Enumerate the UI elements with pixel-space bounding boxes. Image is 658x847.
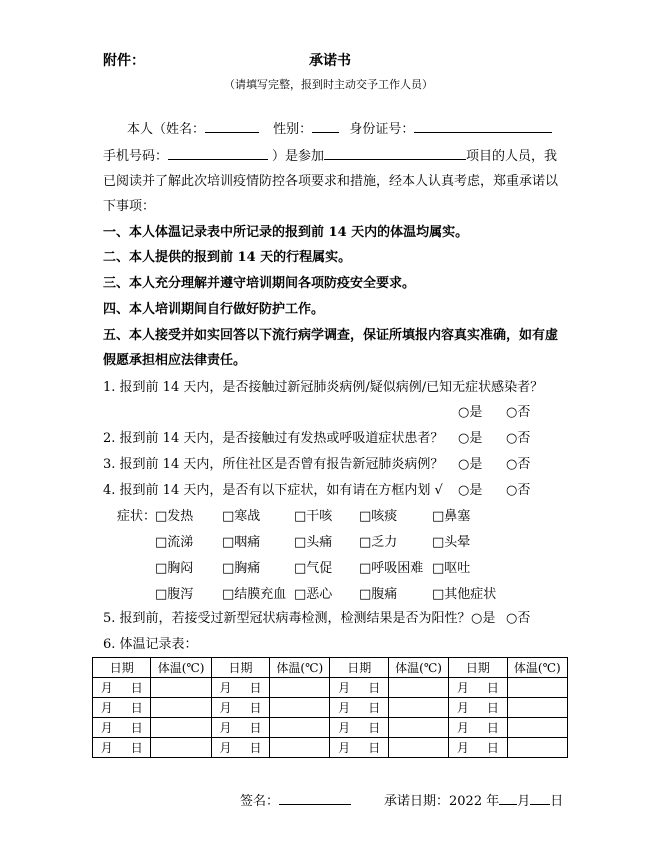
date-cell[interactable] — [449, 678, 507, 698]
radio-icon: ○ — [458, 457, 470, 472]
checkbox-icon: □ — [222, 535, 235, 550]
symptom-label: 乏力 — [371, 535, 398, 550]
checkbox-icon: □ — [294, 535, 307, 550]
date-cell[interactable] — [211, 718, 269, 738]
checkbox-icon: □ — [294, 509, 307, 524]
checkbox-icon: □ — [294, 587, 307, 602]
checkbox-icon: □ — [359, 561, 372, 576]
commitment-5: 五、本人接受并如实回答以下流行病学调查，保证所填报内容真实准确，如有虚 — [103, 328, 559, 343]
month-label: 月 — [100, 681, 113, 695]
question-1: 1. 报到前 14 天内，是否接触过新冠肺炎病例/疑似病例/已知无症状感染者？ — [103, 380, 544, 395]
month-label: 月 — [456, 681, 469, 695]
day-label: 日 — [130, 741, 143, 755]
month-label: 月 — [219, 681, 232, 695]
phone-field[interactable] — [168, 146, 268, 160]
symptoms-label: 症状： — [117, 509, 157, 524]
q5-yes-option[interactable]: ○是 — [471, 611, 496, 626]
q4-no-option[interactable]: ○否 — [506, 483, 531, 498]
symptom-checkbox[interactable] — [294, 583, 332, 602]
symptom-checkbox[interactable] — [294, 557, 332, 576]
date-cell[interactable] — [449, 698, 507, 718]
commitment-1: 一、本人体温记录表中所记录的报到前 14 天内的体温均属实。 — [103, 225, 469, 240]
question-4: 4. 报到前 14 天内，是否有以下症状，如有请在方框内划 √ — [103, 483, 443, 498]
month-label: 月 — [456, 721, 469, 735]
symptom-label: 胸痛 — [234, 561, 261, 576]
temperature-cell[interactable] — [507, 698, 567, 718]
month-label: 月 — [100, 721, 113, 735]
day-label: 日 — [486, 741, 499, 755]
checkbox-icon: □ — [359, 587, 372, 602]
date-cell[interactable] — [211, 698, 269, 718]
q2-yes-option[interactable]: ○是 — [458, 431, 483, 446]
signature-area — [240, 790, 351, 809]
name-field[interactable] — [205, 119, 259, 133]
symptom-checkbox[interactable] — [222, 583, 286, 602]
intro-line-1 — [127, 118, 552, 137]
month-label: 月 — [456, 741, 469, 755]
symptom-label: 气促 — [306, 561, 333, 576]
checkbox-icon: □ — [155, 535, 168, 550]
checkbox-icon: □ — [432, 535, 445, 550]
gender-label: 性别： — [273, 122, 313, 137]
radio-icon: ○ — [471, 611, 483, 626]
q3-no-option[interactable]: ○否 — [506, 457, 531, 472]
symptom-label: 结膜充血 — [234, 587, 287, 602]
symptom-checkbox[interactable] — [432, 531, 470, 550]
date-cell[interactable] — [449, 718, 507, 738]
date-cell[interactable] — [330, 738, 388, 758]
day-label: 日 — [368, 741, 381, 755]
day-label: 日 — [130, 721, 143, 735]
date-cell[interactable] — [330, 698, 388, 718]
symptom-label: 咳痰 — [371, 509, 398, 524]
gender-field[interactable] — [312, 119, 339, 133]
radio-icon: ○ — [458, 483, 470, 498]
date-cell[interactable] — [211, 738, 269, 758]
symptom-label: 发热 — [167, 509, 194, 524]
month-label: 月 — [100, 701, 113, 715]
symptom-checkbox[interactable] — [222, 531, 260, 550]
radio-icon: ○ — [458, 431, 470, 446]
date-cell[interactable] — [93, 678, 151, 698]
symptom-checkbox[interactable] — [155, 531, 193, 550]
date-cell[interactable] — [93, 698, 151, 718]
checkbox-icon: □ — [432, 509, 445, 524]
day-label: 日 — [130, 681, 143, 695]
table-row — [93, 678, 568, 698]
radio-icon: ○ — [506, 457, 518, 472]
day-label: 日 — [368, 721, 381, 735]
day-label: 日 — [249, 681, 262, 695]
temperature-cell[interactable] — [151, 698, 211, 718]
radio-icon: ○ — [506, 483, 518, 498]
checkbox-icon: □ — [155, 561, 168, 576]
symptom-label: 腹痛 — [371, 587, 398, 602]
date-cell[interactable] — [449, 738, 507, 758]
symptom-label: 流涕 — [167, 535, 194, 550]
month-label: 月 — [338, 701, 351, 715]
commitment-5-cont: 假愿承担相应法律责任。 — [103, 353, 247, 368]
symptom-checkbox[interactable] — [155, 505, 193, 524]
temperature-cell[interactable] — [507, 738, 567, 758]
checkbox-icon: □ — [155, 587, 168, 602]
temperature-header: 体温(℃) — [388, 658, 448, 678]
date-cell[interactable] — [93, 738, 151, 758]
symptom-label: 鼻塞 — [444, 509, 471, 524]
date-header: 日期 — [211, 658, 269, 678]
signature-field[interactable] — [279, 791, 351, 805]
checkbox-icon: □ — [359, 509, 372, 524]
checkbox-icon: □ — [432, 561, 445, 576]
date-header: 日期 — [449, 658, 507, 678]
commit-date-area: 承诺日期：2022 年 月 日 — [384, 790, 563, 809]
symptom-checkbox[interactable] — [294, 505, 332, 524]
radio-icon: ○ — [506, 405, 518, 420]
commitment-2: 二、本人提供的报到前 14 天的行程属实。 — [103, 250, 352, 265]
temperature-cell[interactable] — [151, 738, 211, 758]
signature-label: 签名： — [240, 794, 280, 809]
temperature-cell[interactable] — [151, 678, 211, 698]
commit-day-field[interactable] — [530, 791, 550, 805]
q1-yes-option[interactable]: ○是 — [458, 405, 483, 420]
question-2: 2. 报到前 14 天内，是否接触过有发热或呼吸道症状患者？ — [103, 431, 444, 446]
symptom-label: 其他症状 — [444, 587, 497, 602]
day-label: 日 — [368, 681, 381, 695]
commitment-3: 三、本人充分理解并遵守培训期间各项防疫安全要求。 — [103, 276, 416, 291]
project-suffix: 项目的人员，我 — [466, 149, 558, 164]
attachment-label: 附件： — [103, 53, 145, 69]
day-label: 日 — [486, 721, 499, 735]
temperature-cell[interactable] — [270, 678, 330, 698]
intro-line-4: 下事项： — [103, 199, 156, 214]
commitment-4: 四、本人培训期间自行做好防护工作。 — [103, 302, 325, 317]
commit-month-field[interactable] — [499, 791, 517, 805]
temperature-cell[interactable] — [388, 678, 448, 698]
date-cell[interactable] — [330, 718, 388, 738]
q5-no-option[interactable]: ○否 — [506, 611, 531, 626]
symptom-label: 腹泻 — [167, 587, 194, 602]
document-subtitle: （请填写完整，报到时主动交予工作人员） — [224, 78, 433, 91]
symptom-label: 头痛 — [306, 535, 333, 550]
symptom-label: 干咳 — [306, 509, 333, 524]
checkbox-icon: □ — [222, 587, 235, 602]
temperature-header-row — [93, 658, 568, 678]
table-row — [93, 718, 568, 738]
symptom-checkbox[interactable] — [222, 557, 260, 576]
checkbox-icon: □ — [222, 509, 235, 524]
day-label: 日 — [249, 721, 262, 735]
question-3: 3. 报到前 14 天内，所住社区是否曾有报告新冠肺炎病例？ — [103, 457, 444, 472]
temperature-header: 体温(℃) — [151, 658, 211, 678]
symptom-label: 恶心 — [306, 587, 333, 602]
month-label: 月 — [338, 721, 351, 735]
symptom-checkbox[interactable] — [359, 505, 397, 524]
commit-date-label: 承诺日期：2022 年 — [384, 794, 500, 809]
symptom-label: 呼吸困难 — [371, 561, 424, 576]
symptom-checkbox[interactable] — [359, 531, 397, 550]
day-label: 日 — [249, 741, 262, 755]
project-field[interactable] — [324, 146, 466, 160]
symptom-label: 寒战 — [234, 509, 261, 524]
symptom-checkbox[interactable] — [432, 583, 496, 602]
symptom-checkbox[interactable] — [294, 531, 332, 550]
temperature-cell[interactable] — [507, 678, 567, 698]
checkbox-icon: □ — [359, 535, 372, 550]
intro-line-3: 已阅读并了解此次培训疫情防控各项要求和措施，经本人认真考虑，郑重承诺以 — [103, 174, 559, 189]
id-number-field[interactable] — [414, 119, 552, 133]
date-cell[interactable] — [211, 678, 269, 698]
checkbox-icon: □ — [222, 561, 235, 576]
q2-no-option[interactable]: ○否 — [506, 431, 531, 446]
symptom-checkbox[interactable] — [155, 583, 193, 602]
q3-yes-option[interactable]: ○是 — [458, 457, 483, 472]
temperature-cell[interactable] — [151, 718, 211, 738]
id-number-label: 身份证号： — [349, 122, 415, 137]
symptom-checkbox[interactable] — [155, 557, 193, 576]
date-header: 日期 — [330, 658, 388, 678]
temperature-cell[interactable] — [270, 718, 330, 738]
symptom-checkbox[interactable] — [432, 505, 470, 524]
q1-no-option[interactable]: ○否 — [506, 405, 531, 420]
symptom-label: 胸闷 — [167, 561, 194, 576]
symptom-label: 呕吐 — [444, 561, 471, 576]
radio-icon: ○ — [506, 431, 518, 446]
day-label: 日 — [249, 701, 262, 715]
symptom-checkbox[interactable] — [359, 583, 397, 602]
date-header: 日期 — [93, 658, 151, 678]
checkbox-icon: □ — [155, 509, 168, 524]
day-label: 日 — [130, 701, 143, 715]
table-row — [93, 698, 568, 718]
temperature-cell[interactable] — [270, 698, 330, 718]
date-cell[interactable] — [93, 718, 151, 738]
table-row — [93, 738, 568, 758]
checkbox-icon: □ — [294, 561, 307, 576]
document-title: 承诺书 — [309, 53, 351, 69]
checkbox-icon: □ — [432, 587, 445, 602]
symptom-label: 头晕 — [444, 535, 471, 550]
temperature-table — [92, 657, 568, 758]
month-label: 月 — [219, 721, 232, 735]
symptom-label: 咽痛 — [234, 535, 261, 550]
symptom-checkbox[interactable] — [432, 557, 470, 576]
temperature-cell[interactable] — [507, 718, 567, 738]
intro-line-2 — [103, 145, 557, 164]
symptom-checkbox[interactable] — [359, 557, 423, 576]
day-label: 日 — [486, 681, 499, 695]
radio-icon: ○ — [458, 405, 470, 420]
month-label: 月 — [456, 701, 469, 715]
day-label: 日 — [486, 701, 499, 715]
phone-label: 手机号码： — [103, 149, 169, 164]
temperature-cell[interactable] — [270, 738, 330, 758]
radio-icon: ○ — [506, 611, 518, 626]
month-label: 月 — [219, 701, 232, 715]
temperature-cell[interactable] — [388, 698, 448, 718]
q4-yes-option[interactable]: ○是 — [458, 483, 483, 498]
day-label: 日 — [368, 701, 381, 715]
temperature-cell[interactable] — [388, 738, 448, 758]
month-label: 月 — [338, 741, 351, 755]
attend-label: ）是参加 — [272, 149, 325, 164]
temperature-header: 体温(℃) — [507, 658, 567, 678]
question-6: 6. 体温记录表： — [103, 637, 198, 652]
month-label: 月 — [338, 681, 351, 695]
temperature-cell[interactable] — [388, 718, 448, 738]
month-label: 月 — [219, 741, 232, 755]
date-cell[interactable] — [330, 678, 388, 698]
month-label: 月 — [100, 741, 113, 755]
temperature-header: 体温(℃) — [270, 658, 330, 678]
question-5: 5. 报到前，若接受过新型冠状病毒检测，检测结果是否为阳性？ — [103, 611, 471, 626]
symptom-checkbox[interactable] — [222, 505, 260, 524]
name-label: 本人（姓名： — [127, 122, 206, 137]
